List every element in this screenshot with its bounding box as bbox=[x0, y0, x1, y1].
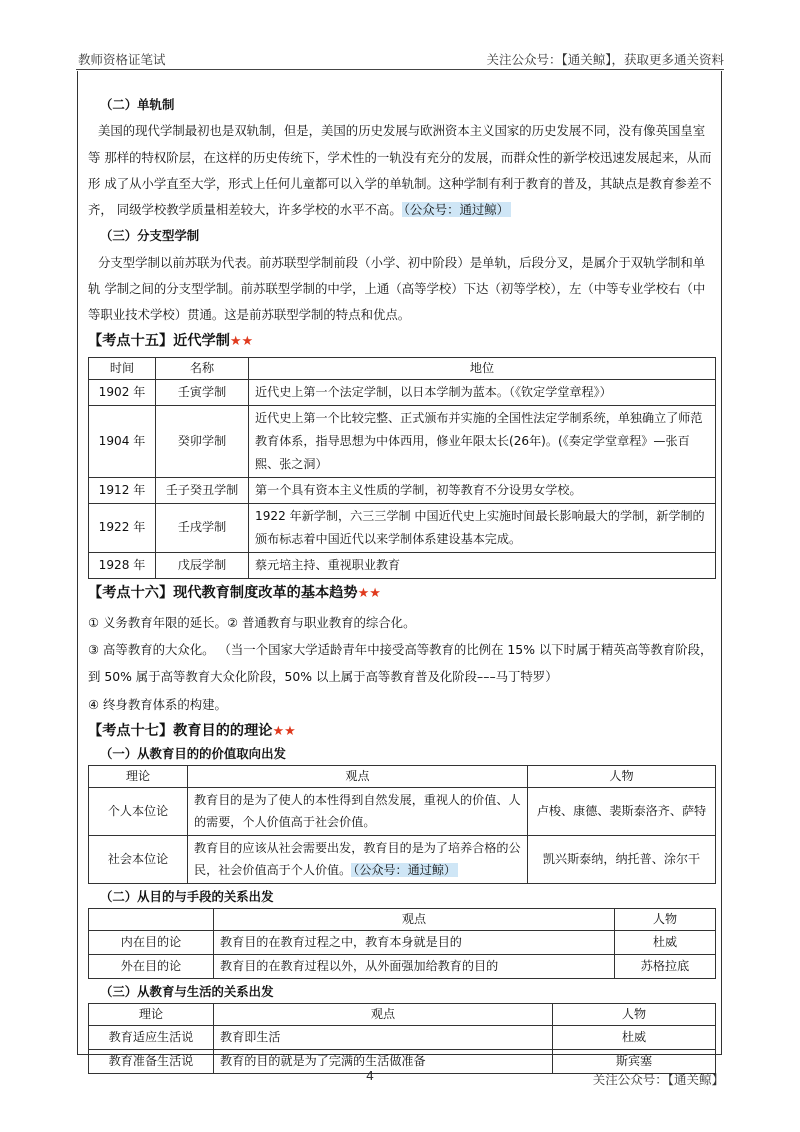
education-life-table bbox=[88, 1003, 716, 1074]
table-row bbox=[89, 1025, 716, 1049]
col-header-view: 观点 bbox=[214, 1003, 553, 1025]
k17-title: 【考点十七】教育目的的理论 bbox=[88, 722, 273, 739]
table-row bbox=[89, 503, 716, 552]
k17-sub1-title: （一）从教育目的的价值取向出发 bbox=[100, 745, 286, 761]
row-name: 壬寅学制 bbox=[156, 379, 249, 405]
row-people: 杜威 bbox=[615, 930, 716, 954]
table-row bbox=[89, 954, 716, 978]
col-header-people: 人物 bbox=[615, 908, 716, 930]
row-name: 戊辰学制 bbox=[156, 552, 249, 578]
trend-line-2: ③ 高等教育的大众化。 （当一个国家大学适龄青年中接受高等教育的比例在 15% 以下时属于精英高等教育阶段， 到 50% 属于高等教育大众化阶段，50% 以上属于高等教育普及化阶段–––马丁特罗） bbox=[88, 641, 713, 685]
wechat-note: （公众号：通过鲸） bbox=[403, 202, 510, 218]
row-view: 教育目的在教育过程之中，教育本身就是目的 bbox=[214, 930, 615, 954]
row-theory: 内在目的论 bbox=[89, 930, 214, 954]
k17-heading bbox=[88, 720, 716, 743]
row-theory: 教育准备生活说 bbox=[89, 1049, 214, 1073]
star-icon: ★★ bbox=[229, 333, 254, 349]
row-people: 卢梭、康德、裴斯泰洛齐、萨特 bbox=[528, 787, 716, 835]
page-content bbox=[88, 92, 716, 1074]
table-row bbox=[89, 930, 716, 954]
k17-sub3-title: （三）从教育与生活的关系出发 bbox=[100, 983, 274, 999]
row-desc: 1922 年新学制，六三三学制 中国近代史上实施时间最长影响最大的学制，新学制的颁布标志着中国近代以来学制体系建设基本完成。 bbox=[249, 503, 716, 552]
col-header-people: 人物 bbox=[528, 765, 716, 787]
row-theory: 社会本位论 bbox=[89, 835, 188, 883]
k16-trend-list bbox=[88, 609, 716, 718]
single-track-paragraph bbox=[88, 118, 716, 223]
goal-means-table bbox=[88, 908, 716, 979]
wechat-note: （公众号：通过鲸） bbox=[353, 863, 457, 878]
header-divider bbox=[76, 69, 724, 70]
star-icon: ★★ bbox=[272, 723, 296, 739]
row-desc: 近代史上第一个法定学制，以日本学制为蓝本。（《钦定学堂章程》） bbox=[249, 379, 716, 405]
row-view: 教育的目的就是为了完满的生活做准备 bbox=[214, 1049, 553, 1073]
row-theory: 教育适应生活说 bbox=[89, 1025, 214, 1049]
row-theory: 外在目的论 bbox=[89, 954, 214, 978]
table-row bbox=[89, 552, 716, 578]
row-people: 苏格拉底 bbox=[615, 954, 716, 978]
k17-sub2-title: （二）从目的与手段的关系出发 bbox=[100, 888, 274, 904]
row-year: 1922 年 bbox=[89, 503, 156, 552]
star-icon: ★★ bbox=[357, 585, 381, 601]
row-desc: 近代史上第一个比较完整、正式颁布并实施的全国性法定学制系统，单独确立了师范教育体系，指导思想为中体西用，修业年限太长(26年)。(《奏定学堂章程》—张百熙、张之洞） bbox=[249, 405, 716, 477]
row-desc: 第一个具有资本主义性质的学制，初等教育不分设男女学校。 bbox=[249, 477, 716, 503]
trend-line-3: ④ 终身教育体系的构建。 bbox=[88, 696, 227, 712]
k16-title: 【考点十六】现代教育制度改革的基本趋势 bbox=[88, 584, 358, 601]
row-people: 斯宾塞 bbox=[553, 1049, 716, 1073]
section-title-single-track: （二）单轨制 bbox=[100, 97, 175, 112]
k16-heading bbox=[88, 582, 716, 605]
table-row bbox=[89, 477, 716, 503]
row-name: 壬子癸丑学制 bbox=[156, 477, 249, 503]
row-theory: 个人本位论 bbox=[89, 787, 188, 835]
col-header-view: 观点 bbox=[214, 908, 615, 930]
table-row bbox=[89, 405, 716, 477]
table-row bbox=[89, 379, 716, 405]
value-orientation-table bbox=[88, 765, 716, 884]
row-desc: 蔡元培主持、重视职业教育 bbox=[249, 552, 716, 578]
col-header-status: 地位 bbox=[249, 357, 716, 379]
table-row bbox=[89, 835, 716, 883]
branch-system-paragraph: 分支型学制以前苏联为代表。前苏联型学制前段（小学、初中阶段）是单轨，后段分叉，是属介于双轨学制和单 轨 学制之间的分支型学制。前苏联型学制的中学，上通（高等学校）下达（初等学校），左（中等专业学校右（中等职业技术学校）贯通。这是前苏联型学制的特点和优点。 bbox=[88, 254, 706, 323]
single-track-text: 美国的现代学制最初也是双轨制，但是，美国的历史发展与欧洲资本主义国家的历史发展不同，没有像英国皇室等 那样的特权阶层，在这样的历史传统下，学术性的一轨没有充分的发展，而群众性的新学校迅速发展起来，从而形 成了从小学直至大学，形式上任何儿童都可以入学的单轨制。这种学制有利于教育的普及，其缺点是教育参差不齐， 同级学校教学质量相差较大，许多学校的水平不高。 bbox=[88, 123, 712, 218]
col-header-theory bbox=[89, 908, 214, 930]
row-people: 杜威 bbox=[553, 1025, 716, 1049]
col-header-people: 人物 bbox=[553, 1003, 716, 1025]
row-view-text: 教育目的应该从社会需要出发，教育目的是为了培养合格的公民，社会价值高于个人价值。 bbox=[194, 840, 521, 878]
col-header-view: 观点 bbox=[188, 765, 528, 787]
table-row bbox=[89, 787, 716, 835]
col-header-theory: 理论 bbox=[89, 765, 188, 787]
row-year: 1902 年 bbox=[89, 379, 156, 405]
row-year: 1912 年 bbox=[89, 477, 156, 503]
modern-school-system-table bbox=[88, 357, 716, 579]
col-header-time: 时间 bbox=[89, 357, 156, 379]
row-view: 教育即生活 bbox=[214, 1025, 553, 1049]
col-header-theory: 理论 bbox=[89, 1003, 214, 1025]
row-year: 1928 年 bbox=[89, 552, 156, 578]
page-number: 4 bbox=[366, 1068, 374, 1083]
row-year: 1904 年 bbox=[89, 405, 156, 477]
k15-title: 【考点十五】近代学制 bbox=[88, 332, 230, 349]
section-title-branch-system: （三）分支型学制 bbox=[100, 228, 200, 244]
row-name: 壬戌学制 bbox=[156, 503, 249, 552]
trend-line-1: ① 义务教育年限的延长。② 普通教育与职业教育的综合化。 bbox=[88, 614, 416, 630]
header-left: 教师资格证笔试 bbox=[78, 52, 166, 67]
row-name: 癸卯学制 bbox=[156, 405, 249, 477]
col-header-name: 名称 bbox=[156, 357, 249, 379]
footer-right: 关注公众号：【通关鲸】 bbox=[592, 1072, 724, 1087]
k15-heading bbox=[88, 330, 716, 353]
row-view: 教育目的是为了使人的本性得到自然发展，重视人的价值、人的需要，个人价值高于社会价值。 bbox=[188, 787, 528, 835]
row-view: 教育目的在教育过程以外，从外面强加给教育的目的 bbox=[214, 954, 615, 978]
row-view bbox=[188, 835, 528, 883]
header-right: 关注公众号：【通关鲸】，获取更多通关资料 bbox=[486, 52, 724, 67]
row-people: 凯兴斯泰纳，纳托普、涂尔干 bbox=[528, 835, 716, 883]
